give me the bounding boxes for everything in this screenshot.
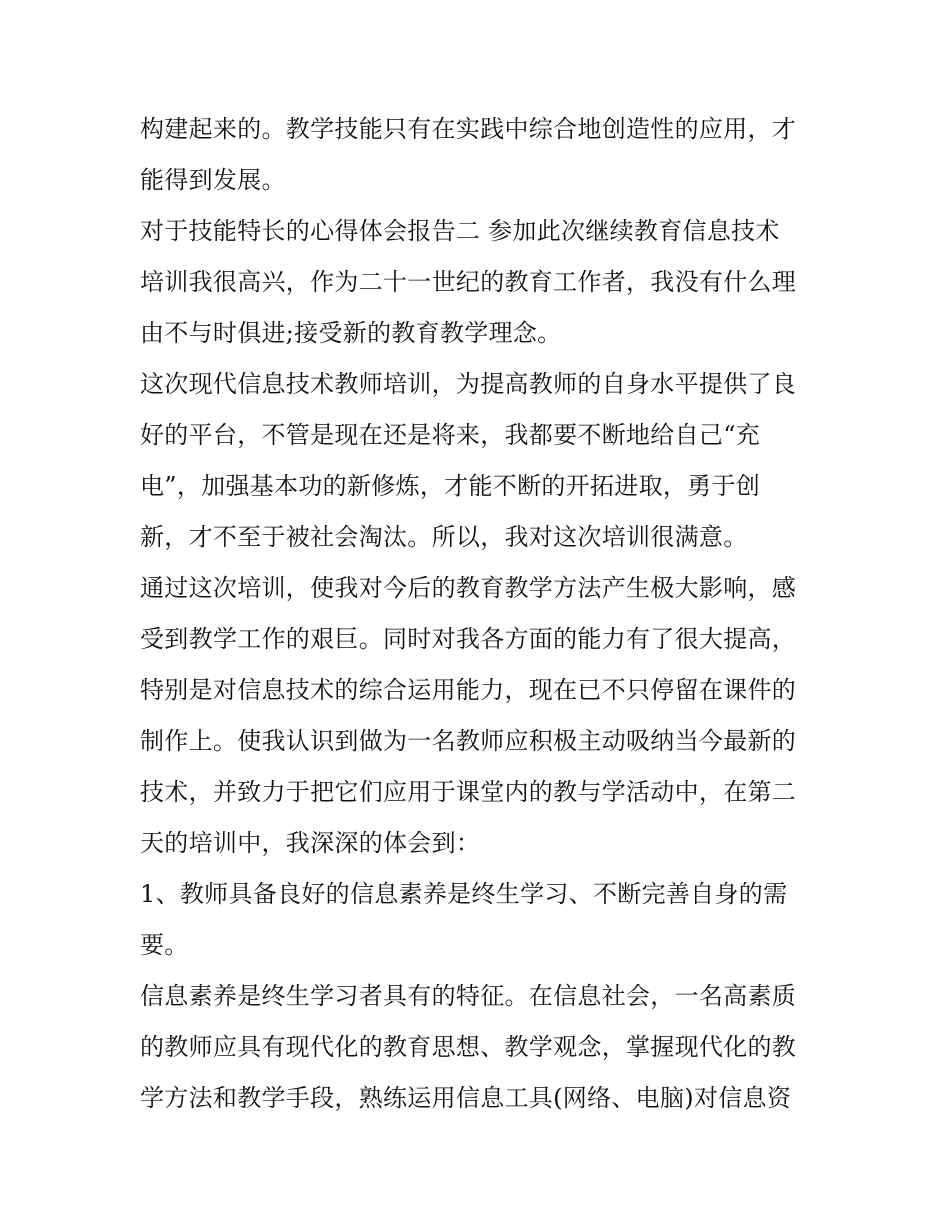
text-line: 要。 <box>140 931 189 959</box>
text-line: 对于技能特长的心得体会报告二 参加此次继续教育信息技术 <box>140 217 780 245</box>
text-line: 由不与时俱进;接受新的教育教学理念。 <box>140 319 562 347</box>
text-line: 培训我很高兴，作为二十一世纪的教育工作者，我没有什么理 <box>140 268 797 296</box>
text-line: 好的平台，不管是现在还是将来，我都要不断地给自己“充 <box>140 421 761 449</box>
text-line: 这次现代信息技术教师培训，为提高教师的自身水平提供了良 <box>140 370 797 398</box>
text-line: 技术，并致力于把它们应用于课堂内的教与学活动中，在第二 <box>140 778 797 806</box>
text-line: 1、教师具备良好的信息素养是终生学习、不断完善自身的需 <box>140 880 788 908</box>
text-line: 制作上。使我认识到做为一名教师应积极主动吸纳当今最新的 <box>140 727 797 755</box>
text-line: 特别是对信息技术的综合运用能力，现在已不只停留在课件的 <box>140 676 797 704</box>
text-line: 的教师应具有现代化的教育思想、教学观念，掌握现代化的教 <box>140 1033 797 1061</box>
text-line: 电”，加强基本功的新修炼，才能不断的开拓进取，勇于创 <box>140 472 761 500</box>
text-line: 通过这次培训，使我对今后的教育教学方法产生极大影响，感 <box>140 574 797 602</box>
text-line: 构建起来的。教学技能只有在实践中综合地创造性的应用，才 <box>140 115 797 143</box>
text-line: 学方法和教学手段，熟练运用信息工具(网络、电脑)对信息资 <box>140 1084 792 1112</box>
text-line: 天的培训中，我深深的体会到： <box>140 829 481 857</box>
text-line: 新，才不至于被社会淘汰。所以，我对这次培训很满意。 <box>140 523 748 551</box>
text-line: 受到教学工作的艰巨。同时对我各方面的能力有了很大提高， <box>140 625 797 653</box>
text-line: 能得到发展。 <box>140 166 286 194</box>
text-line: 信息素养是终生学习者具有的特征。在信息社会，一名高素质 <box>140 982 797 1010</box>
